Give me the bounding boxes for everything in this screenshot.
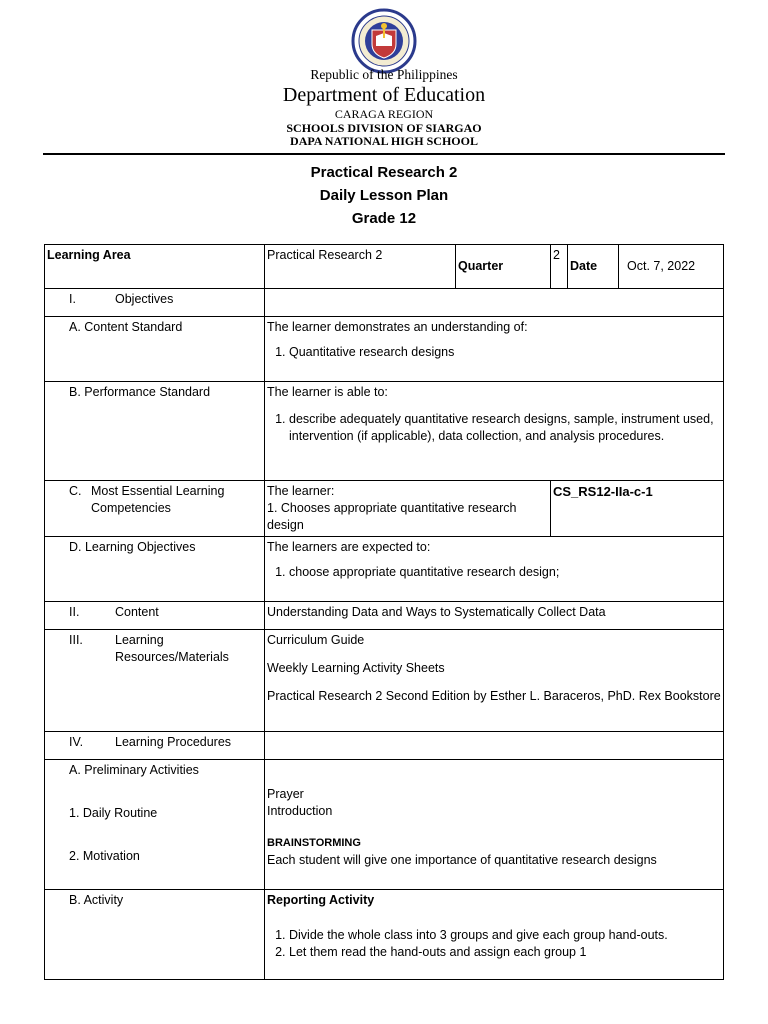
competencies-num: C.	[69, 484, 82, 498]
preliminary-row	[45, 760, 724, 890]
activity-title: Reporting Activity	[267, 893, 375, 907]
resources-num: III.	[69, 633, 83, 647]
region-name: CARAGA REGION	[334, 107, 434, 121]
quarter-value: 2	[551, 245, 568, 289]
content-standard-row	[45, 317, 724, 382]
objectives-row	[45, 289, 724, 317]
competencies-value	[265, 481, 551, 537]
performance-standard-row	[45, 382, 724, 481]
resources-text: Learning Resources/Materials	[115, 633, 229, 664]
activity-value	[265, 890, 724, 980]
preliminary-title: A. Preliminary Activities	[69, 763, 199, 777]
procedures-text: Learning Procedures	[115, 735, 232, 749]
performance-standard-intro: The learner is able to:	[267, 385, 388, 399]
content-standard-intro: The learner demonstrates an understanding of:	[267, 320, 528, 334]
procedures-value	[265, 732, 724, 760]
learning-objectives-item: 1. choose appropriate quantitative research design;	[289, 564, 721, 581]
activity-row	[45, 890, 724, 980]
objectives-label	[45, 289, 265, 317]
date-value: Oct. 7, 2022	[619, 245, 724, 289]
learning-objectives-intro: The learners are expected to:	[267, 540, 431, 554]
learning-area-value: Practical Research 2	[265, 245, 456, 289]
resources-row	[45, 630, 724, 732]
performance-standard-value	[265, 382, 724, 481]
performance-standard-label: B. Performance Standard	[45, 382, 265, 481]
brainstorming-text: Each student will give one importance of quantitative research designs	[267, 853, 657, 867]
procedures-label	[45, 732, 265, 760]
competencies-item: 1. Chooses appropriate quantitative research design	[267, 501, 517, 532]
resources-value	[265, 630, 724, 732]
resource-item: Practical Research 2 Second Edition by Esther L. Baraceros, PhD. Rex Bookstore	[267, 689, 721, 703]
objectives-value	[265, 289, 724, 317]
resource-item: Weekly Learning Activity Sheets	[267, 661, 445, 675]
learning-objectives-label: D. Learning Objectives	[45, 537, 265, 602]
daily-routine-label: 1. Daily Routine	[69, 806, 158, 820]
grade-title: Grade 12	[351, 210, 417, 227]
procedures-num: IV.	[69, 735, 84, 749]
preliminary-value	[265, 760, 724, 890]
deped-seal-logo	[349, 8, 419, 74]
procedures-row	[45, 732, 724, 760]
resources-label	[45, 630, 265, 732]
performance-standard-item: 1. describe adequately quantitative research designs, sample, instrument used, intervention (if applicable), data collection, and analysis procedures.	[289, 411, 721, 445]
resource-item: Curriculum Guide	[267, 633, 365, 647]
content-text: Content	[115, 605, 159, 619]
lesson-plan-table	[44, 244, 724, 980]
brainstorming-title: BRAINSTORMING	[267, 837, 361, 849]
objectives-text: Objectives	[115, 292, 174, 306]
department-name: Department of Education	[282, 84, 486, 106]
preliminary-label	[45, 760, 265, 890]
activity-step: 1. Divide the whole class into 3 groups and give each group hand-outs.	[289, 927, 721, 944]
content-standard-value	[265, 317, 724, 382]
motivation-label: 2. Motivation	[69, 849, 140, 863]
competencies-intro: The learner:	[267, 484, 335, 498]
content-standard-label: A. Content Standard	[45, 317, 265, 382]
quarter-label: Quarter	[456, 245, 551, 289]
content-value: Understanding Data and Ways to Systematically Collect Data	[265, 602, 724, 630]
introduction-text: Introduction	[267, 804, 333, 818]
prayer-text: Prayer	[267, 787, 304, 801]
content-row	[45, 602, 724, 630]
activity-label: B. Activity	[45, 890, 265, 980]
content-label	[45, 602, 265, 630]
subject-title: Practical Research 2	[310, 164, 458, 181]
school-name: DAPA NATIONAL HIGH SCHOOL	[290, 134, 478, 148]
plan-title: Daily Lesson Plan	[319, 187, 449, 204]
learning-objectives-row	[45, 537, 724, 602]
header-divider	[43, 153, 725, 155]
division-name: SCHOOLS DIVISION OF SIARGAO	[286, 121, 482, 135]
date-label: Date	[568, 245, 619, 289]
learning-objectives-value	[265, 537, 724, 602]
objectives-num: I.	[69, 292, 76, 306]
competencies-row	[45, 481, 724, 537]
learning-area-label: Learning Area	[45, 245, 265, 289]
competency-code: CS_RS12-IIa-c-1	[551, 481, 724, 537]
activity-step: 2. Let them read the hand-outs and assign each group 1	[289, 944, 721, 961]
competencies-text: Most Essential Learning Competencies	[91, 484, 225, 515]
info-row	[45, 245, 724, 289]
republic-line: Republic of the Philippines	[310, 67, 458, 82]
content-num: II.	[69, 605, 80, 619]
content-standard-item: 1. Quantitative research designs	[289, 344, 721, 361]
competencies-label	[45, 481, 265, 537]
